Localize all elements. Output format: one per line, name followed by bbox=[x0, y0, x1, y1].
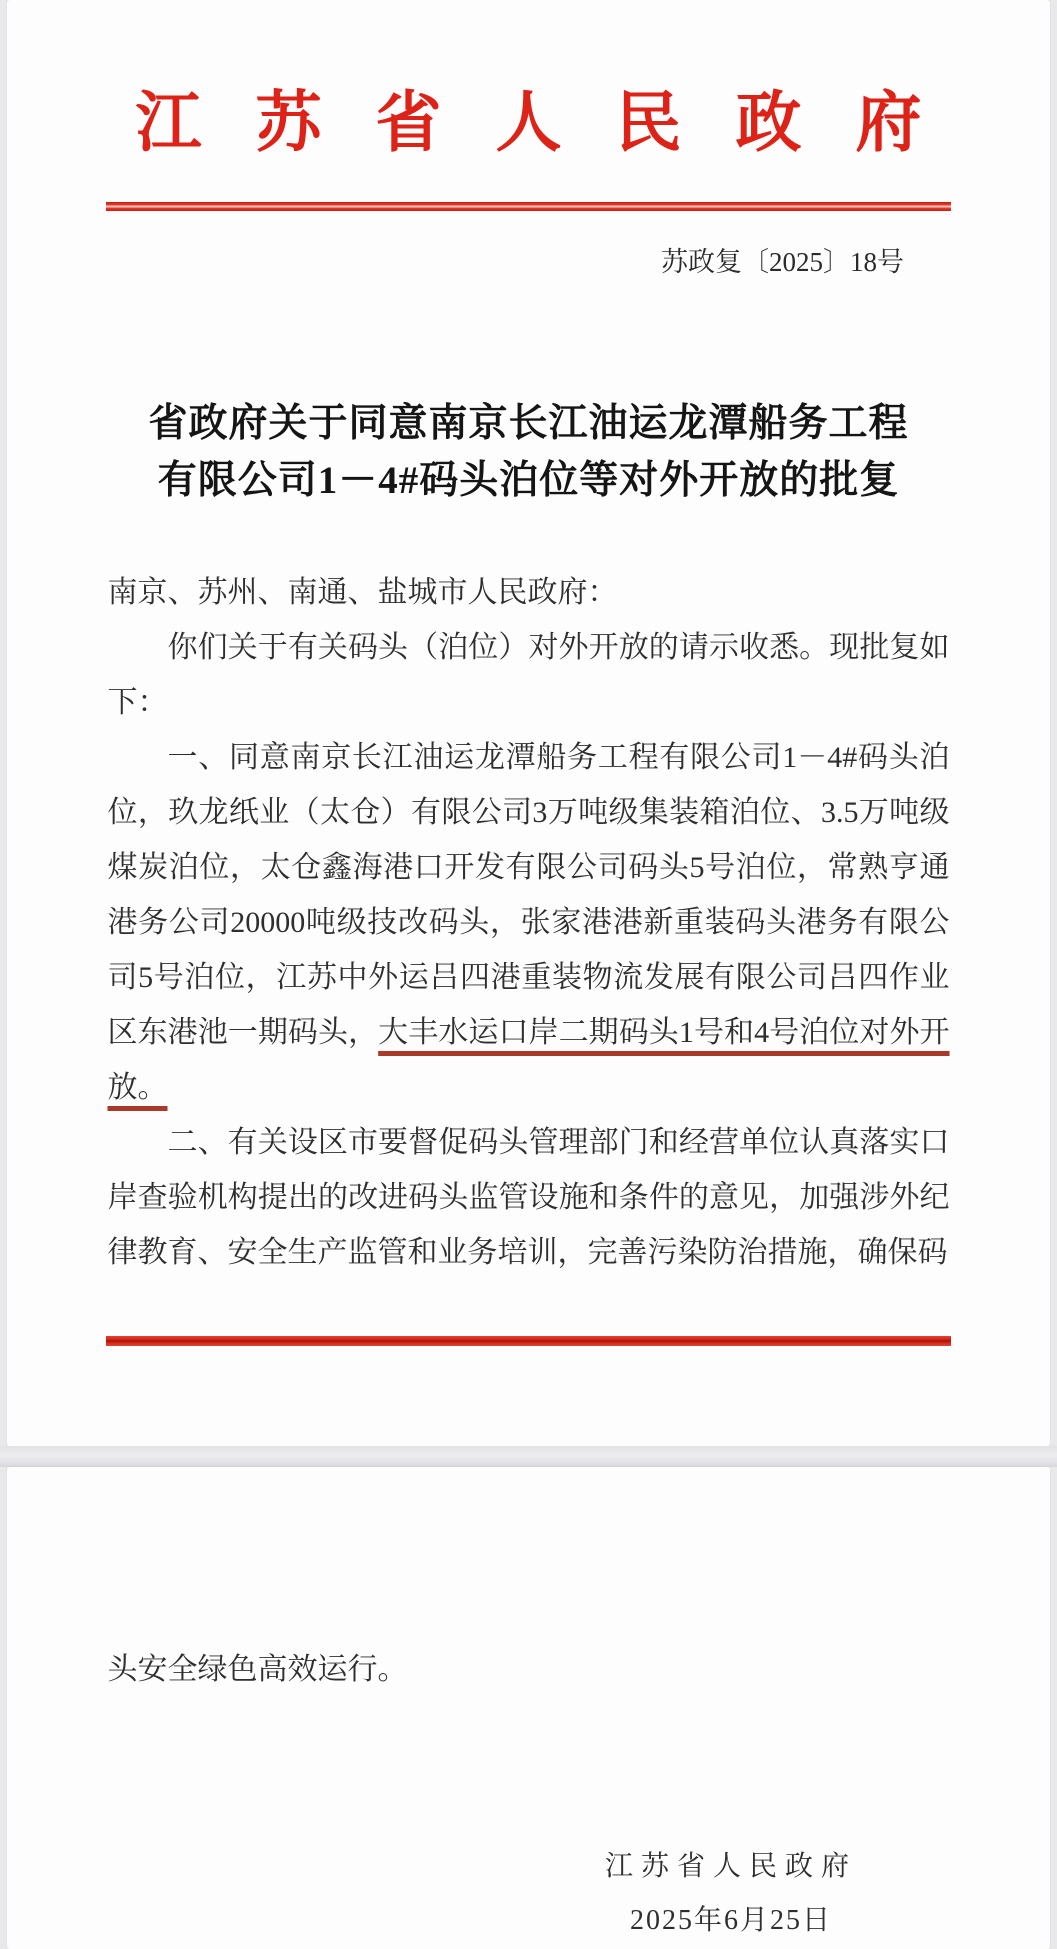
footer-red-rule bbox=[106, 1336, 951, 1346]
item1-underlined-text: 大丰水运口岸二期码头1号和4号泊位对外开放。 bbox=[107, 1016, 950, 1104]
salutation: 南京、苏州、南通、盐城市人民政府： bbox=[107, 576, 618, 609]
doc-number: 苏政复〔2025〕18号 bbox=[661, 247, 904, 277]
paragraph-item1 bbox=[108, 730, 950, 1115]
paragraph-intro: 你们关于有关码头（泊位）对外开放的请示收悉。现批复如下： bbox=[107, 631, 950, 719]
item1-normal-text: 一、同意南京长江油运龙潭船务工程有限公司1－4#码头泊位，玖龙纸业（太仓）有限公司3万吨级集装箱泊位、3.5万吨级煤炭泊位，太仓鑫海港口开发有限公司码头5号泊位，常熟亨通港务公司20000吨级技改码头，张家港港新重装码头港务有限公司5号泊位，江苏中外运吕四港重装物流发展有限公司吕四作业区东港池一期码头， bbox=[107, 741, 950, 1049]
issuer-signature: 江苏省人民政府 bbox=[604, 1851, 857, 1882]
signature-area bbox=[7, 1847, 1050, 1941]
page2-body bbox=[108, 1642, 950, 1697]
document-title bbox=[7, 395, 1050, 509]
header-double-rule bbox=[106, 202, 951, 211]
page-1 bbox=[7, 0, 1050, 1446]
document-title-line2: 有限公司1－4#码头泊位等对外开放的批复 bbox=[157, 459, 900, 502]
document-body bbox=[108, 565, 950, 1280]
paragraph-item2: 二、有关设区市要督促码头管理部门和经营单位认真落实口岸查验机构提出的改进码头监管设施和条件的意见，加强涉外纪律教育、安全生产监管和业务培训，完善污染防治措施，确保码 bbox=[107, 1126, 950, 1269]
issue-date: 2025年6月25日 bbox=[629, 1905, 832, 1936]
org-name-header: 江苏省人民政府 bbox=[135, 87, 976, 160]
signature-block bbox=[605, 1847, 857, 1941]
continuation-text: 头安全绿色高效运行。 bbox=[107, 1653, 408, 1686]
page-gap bbox=[0, 1446, 1057, 1467]
document-title-line1: 省政府关于同意南京长江油运龙潭船务工程 bbox=[148, 402, 909, 445]
page-2 bbox=[7, 1467, 1050, 1949]
